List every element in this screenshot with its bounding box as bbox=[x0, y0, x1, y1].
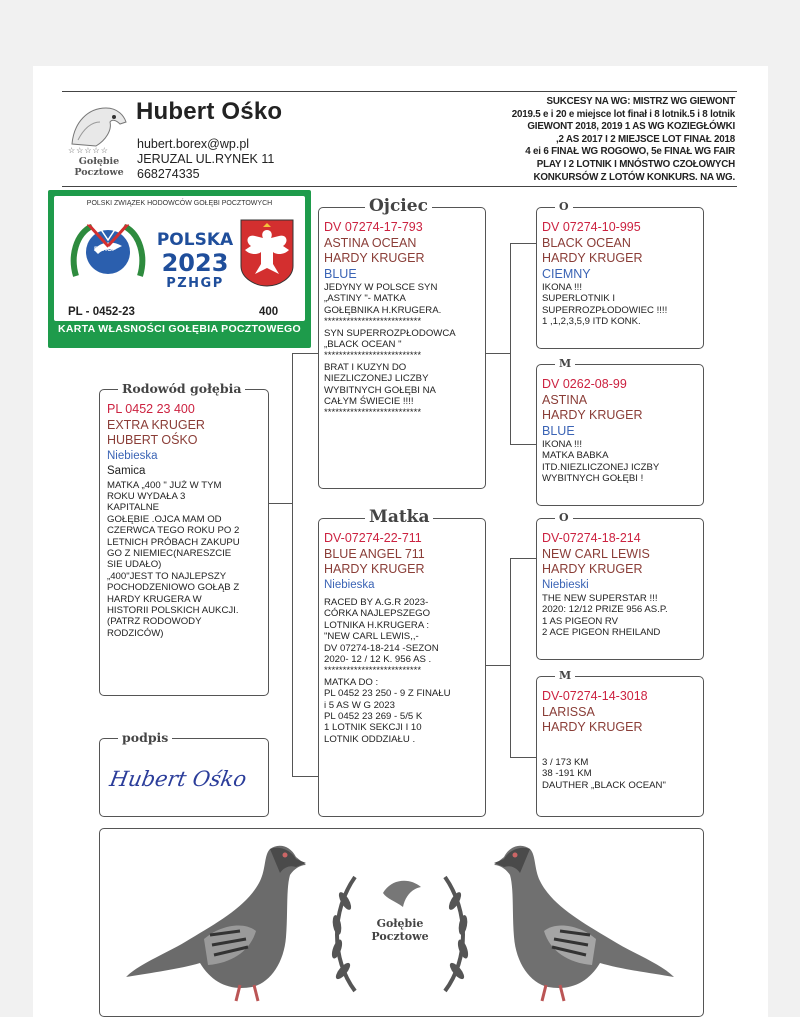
mother-ring: DV-07274-22-711 bbox=[324, 531, 422, 545]
note-line: PL 0452 23 250 - 9 Z FINAŁU bbox=[324, 688, 451, 700]
mf-ring: DV-07274-18-214 bbox=[542, 531, 641, 545]
connector bbox=[510, 558, 511, 758]
grandmother-paternal-box bbox=[536, 357, 704, 506]
mm-ring: DV-07274-14-3018 bbox=[542, 689, 648, 703]
signature-text: Hubert Ośko bbox=[107, 767, 249, 791]
success-line: PLAY I 2 LOTNIK I MNÓSTWO CZOŁOWYCH bbox=[536, 158, 735, 170]
note-line: GO Z NIEMIEC(NARESZCIE bbox=[107, 547, 232, 559]
note-line: MATKA BABKA bbox=[542, 450, 609, 462]
card-org: PZHGP bbox=[166, 276, 224, 291]
pigeon-left-image bbox=[120, 835, 310, 1005]
footer-logo-line2: Pocztowe bbox=[371, 930, 429, 943]
pigeon-right-image bbox=[490, 835, 680, 1005]
mf-breeder: HARDY KRUGER bbox=[542, 562, 643, 576]
note-line: NIEZLICZONEJ LICZBY bbox=[324, 373, 429, 385]
note-line: 2020: 12/12 PRIZE 956 AS.P. bbox=[542, 604, 668, 616]
mother-box bbox=[318, 507, 486, 817]
note-line: SYN SUPERROZPŁODOWCA bbox=[324, 327, 456, 339]
bird-box bbox=[99, 381, 269, 696]
mother-color: Niebieska bbox=[324, 578, 375, 591]
note-line: „ASTINY "- MATKA bbox=[324, 293, 406, 305]
card-association: POLSKI ZWIĄZEK HODOWCÓW GOŁĘBI POCZTOWYCH bbox=[86, 200, 273, 207]
connector bbox=[484, 665, 510, 666]
bird-heading: Rodowód gołębia bbox=[118, 381, 245, 396]
note-line: BRAT I KUZYN DO bbox=[324, 361, 407, 373]
note-line: DV 07274-18-214 -SEZON bbox=[324, 642, 439, 654]
fm-heading: M bbox=[555, 357, 575, 370]
success-line: KONKURSÓW Z LOTÓW KONKURS. NA WG. bbox=[533, 171, 735, 183]
bird-sex: Samica bbox=[107, 465, 146, 477]
note-line: RACED BY A.G.R 2023- bbox=[324, 597, 429, 608]
grandmother-maternal-box bbox=[536, 669, 704, 817]
connector bbox=[510, 444, 536, 445]
note-line: PL 0452 23 269 - 5/5 K bbox=[324, 711, 423, 723]
note-line: MATKA „400 " JUŻ W TYM bbox=[107, 479, 222, 491]
father-ring: DV 07274-17-793 bbox=[324, 220, 423, 234]
owner-address: JERUZAL UL.RYNEK 11 bbox=[137, 152, 275, 166]
logo-stars: ☆☆☆☆☆ bbox=[68, 146, 109, 155]
success-line: ,2 AS 2017 I 2 MIEJSCE LOT FINAŁ 2018 bbox=[556, 133, 735, 145]
connector bbox=[510, 243, 511, 445]
pigeon-logo bbox=[66, 100, 132, 178]
ff-name: BLACK OCEAN bbox=[542, 235, 631, 250]
father-breeder: HARDY KRUGER bbox=[324, 251, 425, 265]
note-line: SIE UDAŁO) bbox=[107, 559, 162, 571]
connector bbox=[510, 757, 536, 758]
mother-notes bbox=[324, 597, 451, 745]
owner-name: Hubert Ośko bbox=[136, 98, 283, 125]
note-line: ROKU WYDAŁA 3 bbox=[107, 490, 186, 502]
note-line: RODZICÓW) bbox=[107, 627, 164, 639]
bird-color: Niebieska bbox=[107, 449, 158, 462]
mm-name: LARISSA bbox=[542, 704, 595, 719]
owner-phone: 668274335 bbox=[137, 167, 200, 181]
ff-heading: O bbox=[555, 200, 573, 213]
mother-heading: Matka bbox=[365, 507, 433, 527]
success-line: 2019.5 e i 20 e miejsce lot finał i 8 lotnik.5 i 8 lotnik bbox=[511, 108, 735, 120]
note-line: IKONA !!! bbox=[542, 439, 582, 450]
mm-breeder: HARDY KRUGER bbox=[542, 720, 643, 734]
pigeon-head-icon bbox=[66, 100, 132, 150]
note-line: 2 ACE PIGEON RHEILAND bbox=[542, 627, 661, 639]
father-box bbox=[318, 196, 486, 489]
connector bbox=[510, 243, 536, 244]
note-line: CAŁYM ŚWIECIE !!!! bbox=[324, 396, 414, 408]
note-line: HISTORII POLSKICH AUKCJI. bbox=[107, 604, 239, 616]
fm-notes bbox=[542, 439, 659, 485]
note-line: DAUTHER „BLACK OCEAN" bbox=[542, 779, 666, 791]
success-line: GIEWONT 2018, 2019 1 AS WG KOZIEGŁÓWKI bbox=[527, 121, 735, 133]
card-year: 2023 bbox=[161, 249, 229, 277]
note-line: GOŁĘBNIKA H.KRUGERA. bbox=[324, 304, 442, 316]
note-line: LOTNIKA H.KRUGERA : bbox=[324, 619, 430, 631]
bird-notes bbox=[107, 480, 240, 640]
signature-box bbox=[99, 730, 269, 817]
connector bbox=[292, 353, 318, 354]
bird-name: EXTRA KRUGER bbox=[107, 417, 205, 432]
note-line: GOŁĘBIE .OJCA MAM OD bbox=[107, 513, 222, 525]
ff-ring: DV 07274-10-995 bbox=[542, 220, 641, 234]
note-line: THE NEW SUPERSTAR !!! bbox=[542, 593, 658, 604]
owner-contact bbox=[137, 137, 274, 182]
note-line: KAPITALNE bbox=[107, 502, 160, 514]
signature-heading: podpis bbox=[118, 730, 172, 745]
note-line: CZERWCA TEGO ROKU PO 2 bbox=[107, 525, 240, 537]
note-line: IKONA !!! bbox=[542, 282, 582, 293]
note-line: „400"JEST TO NAJLEPSZY bbox=[107, 570, 227, 582]
header-bottom-rule bbox=[62, 186, 737, 187]
note-line: WYBITNYCH GOŁĘBI ! bbox=[542, 473, 644, 485]
note-line: 3 / 173 KM bbox=[542, 756, 589, 768]
note-line: JEDYNY W POLSCE SYN bbox=[324, 282, 438, 293]
note-line: LOTNIK ODDZIAŁU . bbox=[324, 733, 416, 745]
logo-line1: Gołębie bbox=[78, 156, 120, 167]
owner-email[interactable]: hubert.borex@wp.pl bbox=[137, 137, 250, 151]
emblem-badge: PZHGP bbox=[94, 246, 117, 253]
note-line: POCHODZENIOWO GOŁĄB Z bbox=[107, 582, 240, 594]
note-line: "NEW CARL LEWIS,,- bbox=[324, 631, 419, 643]
mm-heading: M bbox=[555, 669, 575, 682]
mother-breeder: HARDY KRUGER bbox=[324, 562, 425, 576]
ff-breeder: HARDY KRUGER bbox=[542, 251, 643, 265]
grandfather-maternal-box bbox=[536, 511, 704, 660]
card-ring-left: PL - 0452-23 bbox=[68, 306, 135, 318]
note-line: HARDY KRUGERA W bbox=[107, 593, 202, 605]
bird-breeder: HUBERT OŚKO bbox=[107, 433, 198, 447]
ff-color: CIEMNY bbox=[542, 266, 591, 281]
note-line: LETNICH PRÓBACH ZAKUPU bbox=[107, 536, 240, 548]
father-notes bbox=[324, 282, 456, 419]
note-line: 1 LOTNIK SEKCJI I 10 bbox=[324, 722, 422, 734]
mf-name: NEW CARL LEWIS bbox=[542, 546, 650, 561]
grandfather-paternal-box bbox=[536, 200, 704, 349]
father-heading: Ojciec bbox=[365, 196, 432, 216]
card-ring-right: 400 bbox=[259, 306, 279, 318]
note-line: i 5 AS W G 2023 bbox=[324, 699, 395, 711]
mother-name: BLUE ANGEL 711 bbox=[324, 546, 425, 561]
mm-notes bbox=[542, 746, 666, 792]
mf-color: Niebieski bbox=[542, 578, 589, 591]
success-line: 4 ei 6 FINAŁ WG ROGOWO, 5e FINAŁ WG FAIR bbox=[525, 146, 735, 158]
note-line: 38 -191 KM bbox=[542, 768, 592, 780]
note-line: ************************** bbox=[324, 665, 422, 677]
card-footer: KARTA WŁASNOŚCI GOŁĘBIA POCZTOWEGO bbox=[58, 323, 301, 335]
footer-logo-line1: Gołębie bbox=[376, 917, 424, 930]
father-name: ASTINA OCEAN bbox=[324, 235, 417, 250]
card-country: POLSKA bbox=[156, 230, 234, 250]
mf-heading: O bbox=[555, 511, 573, 524]
connector bbox=[268, 503, 293, 504]
success-line: SUKCESY NA WG: MISTRZ WG GIEWONT bbox=[546, 96, 735, 107]
fm-name: ASTINA bbox=[542, 392, 588, 407]
note-line: 1 AS PIGEON RV bbox=[542, 615, 619, 627]
note-line: ************************** bbox=[324, 350, 422, 362]
note-line: WYBITNYCH GOŁĘBI NA bbox=[324, 384, 436, 396]
note-line: SUPERROZPŁODOWIEC !!!! bbox=[542, 304, 668, 316]
logo-line2: Pocztowe bbox=[74, 167, 124, 178]
mf-notes bbox=[542, 593, 668, 639]
footer-pigeons-panel bbox=[99, 828, 704, 1017]
ownership-card bbox=[48, 190, 311, 348]
connector bbox=[484, 353, 510, 354]
note-line: ************************** bbox=[324, 407, 422, 419]
note-line: 1 ,1,2,3,5,9 ITD KONK. bbox=[542, 316, 641, 328]
fm-breeder: HARDY KRUGER bbox=[542, 408, 643, 422]
father-color: BLUE bbox=[324, 266, 357, 281]
note-line: „BLACK OCEAN " bbox=[324, 339, 402, 351]
note-line: MATKA DO : bbox=[324, 676, 379, 688]
note-line: ITD.NIEZLICZONEJ ICZBY bbox=[542, 461, 660, 473]
fm-ring: DV 0262-08-99 bbox=[542, 377, 627, 391]
fm-color: BLUE bbox=[542, 423, 575, 438]
header-top-rule bbox=[62, 91, 737, 92]
note-line: (PATRZ RODOWODY bbox=[107, 616, 202, 628]
note-line: SUPERLOTNIK I bbox=[542, 293, 616, 305]
connector bbox=[292, 353, 293, 777]
connector bbox=[510, 558, 536, 559]
note-line: 2020- 12 / 12 K. 956 AS . bbox=[324, 654, 432, 666]
note-line: ************************** bbox=[324, 316, 422, 328]
ff-notes bbox=[542, 282, 667, 328]
polish-eagle-icon bbox=[239, 218, 295, 288]
note-line bbox=[542, 746, 666, 757]
successes-list bbox=[455, 96, 735, 184]
bird-ring: PL 0452 23 400 bbox=[107, 402, 195, 416]
note-line: CÓRKA NAJLEPSZEGO bbox=[324, 608, 431, 620]
connector bbox=[292, 776, 318, 777]
